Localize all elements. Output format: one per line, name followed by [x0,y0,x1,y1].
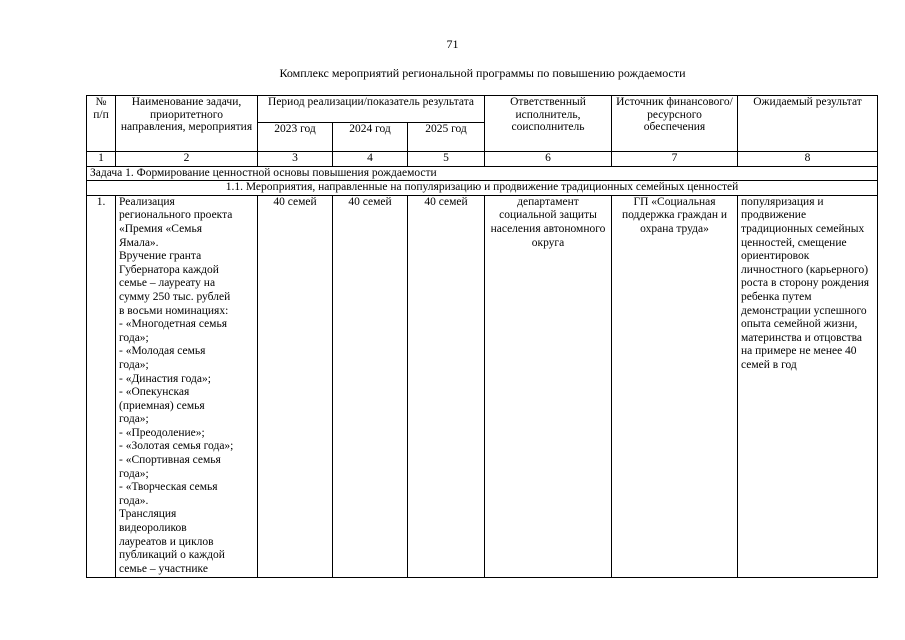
header-name: Наименование задачи, приоритетного направления, мероприятия [116,96,258,152]
subsection-row [87,181,878,196]
header-responsible: Ответственный исполнитель, соисполнитель [485,96,612,152]
measure-name [116,195,258,577]
measure-name-lines [119,196,254,577]
value-2025: 40 семей [408,195,485,577]
funding-source: ГП «Социальная поддержка граждан и охрана труда» [612,195,738,577]
measure-name-line: - «Золотая семья года»; [119,440,234,453]
measure-name-line: - «Молодая семья [119,345,206,358]
document-title: Комплекс мероприятий региональной программы по повышению рождаемости [279,66,686,80]
value-2024: 40 семей [333,195,408,577]
header-row-1 [87,96,878,123]
task-row [87,166,878,181]
column-number: 5 [408,152,485,167]
measure-name-line: в восьми номинациях: [119,304,229,317]
measure-name-line: Реализация [119,195,175,208]
header-2025: 2025 год [408,123,485,152]
column-number: 8 [738,152,878,167]
measure-name-line: года»; [119,467,149,480]
header-source: Источник финансового/ ресурсного обеспечения [612,96,738,152]
measure-name-line: Вручение гранта [119,250,202,263]
column-number: 1 [87,152,116,167]
measure-name-line: лауреатов и циклов [119,535,214,548]
measure-name-line: (приемная) семья [119,399,205,412]
row-num: 1. [87,195,116,577]
expected-result: популяризация и продвижение традиционных семейных ценностей, смещение ориентировок личностного (карьерного) роста в сторону рождения ребенка путем демонстрации успешного опыта семейной жизни, материнства и отцовства на примере не менее 40 семей в год [738,195,878,577]
header-2023: 2023 год [258,123,333,152]
task-title: Задача 1. Формирование ценностной основы повышения рождаемости [87,166,878,181]
header-expected: Ожидаемый результат [738,96,878,152]
measure-name-line: семье – лауреату на [119,277,216,290]
measures-table [86,95,878,578]
header-2024: 2024 год [333,123,408,152]
measure-name-line: - «Творческая семья [119,481,218,494]
measure-name-line: - «Опекунская [119,386,190,399]
measure-name-line: Трансляция [119,508,177,521]
measure-name-line: семье – участнике [119,562,208,575]
header-period: Период реализации/показатель результата [258,96,485,123]
column-number: 4 [333,152,408,167]
page-number: 71 [446,37,459,51]
measure-name-line: Ямала». [119,236,159,249]
responsible-executor: департамент социальной защиты населения автономного округа [485,195,612,577]
measure-name-line: - «Преодоление»; [119,426,205,439]
measure-name-line: - «Многодетная семья [119,318,227,331]
measure-name-line: Губернатора каждой [119,263,219,276]
column-number: 6 [485,152,612,167]
measure-name-line: видеороликов [119,522,187,535]
table-row [87,195,878,577]
measure-name-line: года». [119,494,149,507]
column-number: 3 [258,152,333,167]
measure-name-line: публикаций о каждой [119,549,225,562]
measure-name-line: года»; [119,331,149,344]
measure-name-line: - «Династия года»; [119,372,211,385]
column-number: 7 [612,152,738,167]
value-2023: 40 семей [258,195,333,577]
measure-name-line: года»; [119,358,149,371]
column-number: 2 [116,152,258,167]
measure-name-line: - «Спортивная семья [119,454,221,467]
column-number-row [87,152,878,167]
header-num: № п/п [87,96,116,152]
subsection-title: 1.1. Мероприятия, направленные на популяризацию и продвижение традиционных семейных ценностей [87,181,878,196]
measure-name-line: сумму 250 тыс. рублей [119,290,231,303]
measure-name-line: регионального проекта [119,209,233,222]
measure-name-line: года»; [119,413,149,426]
measure-name-line: «Премия «Семья [119,222,202,235]
